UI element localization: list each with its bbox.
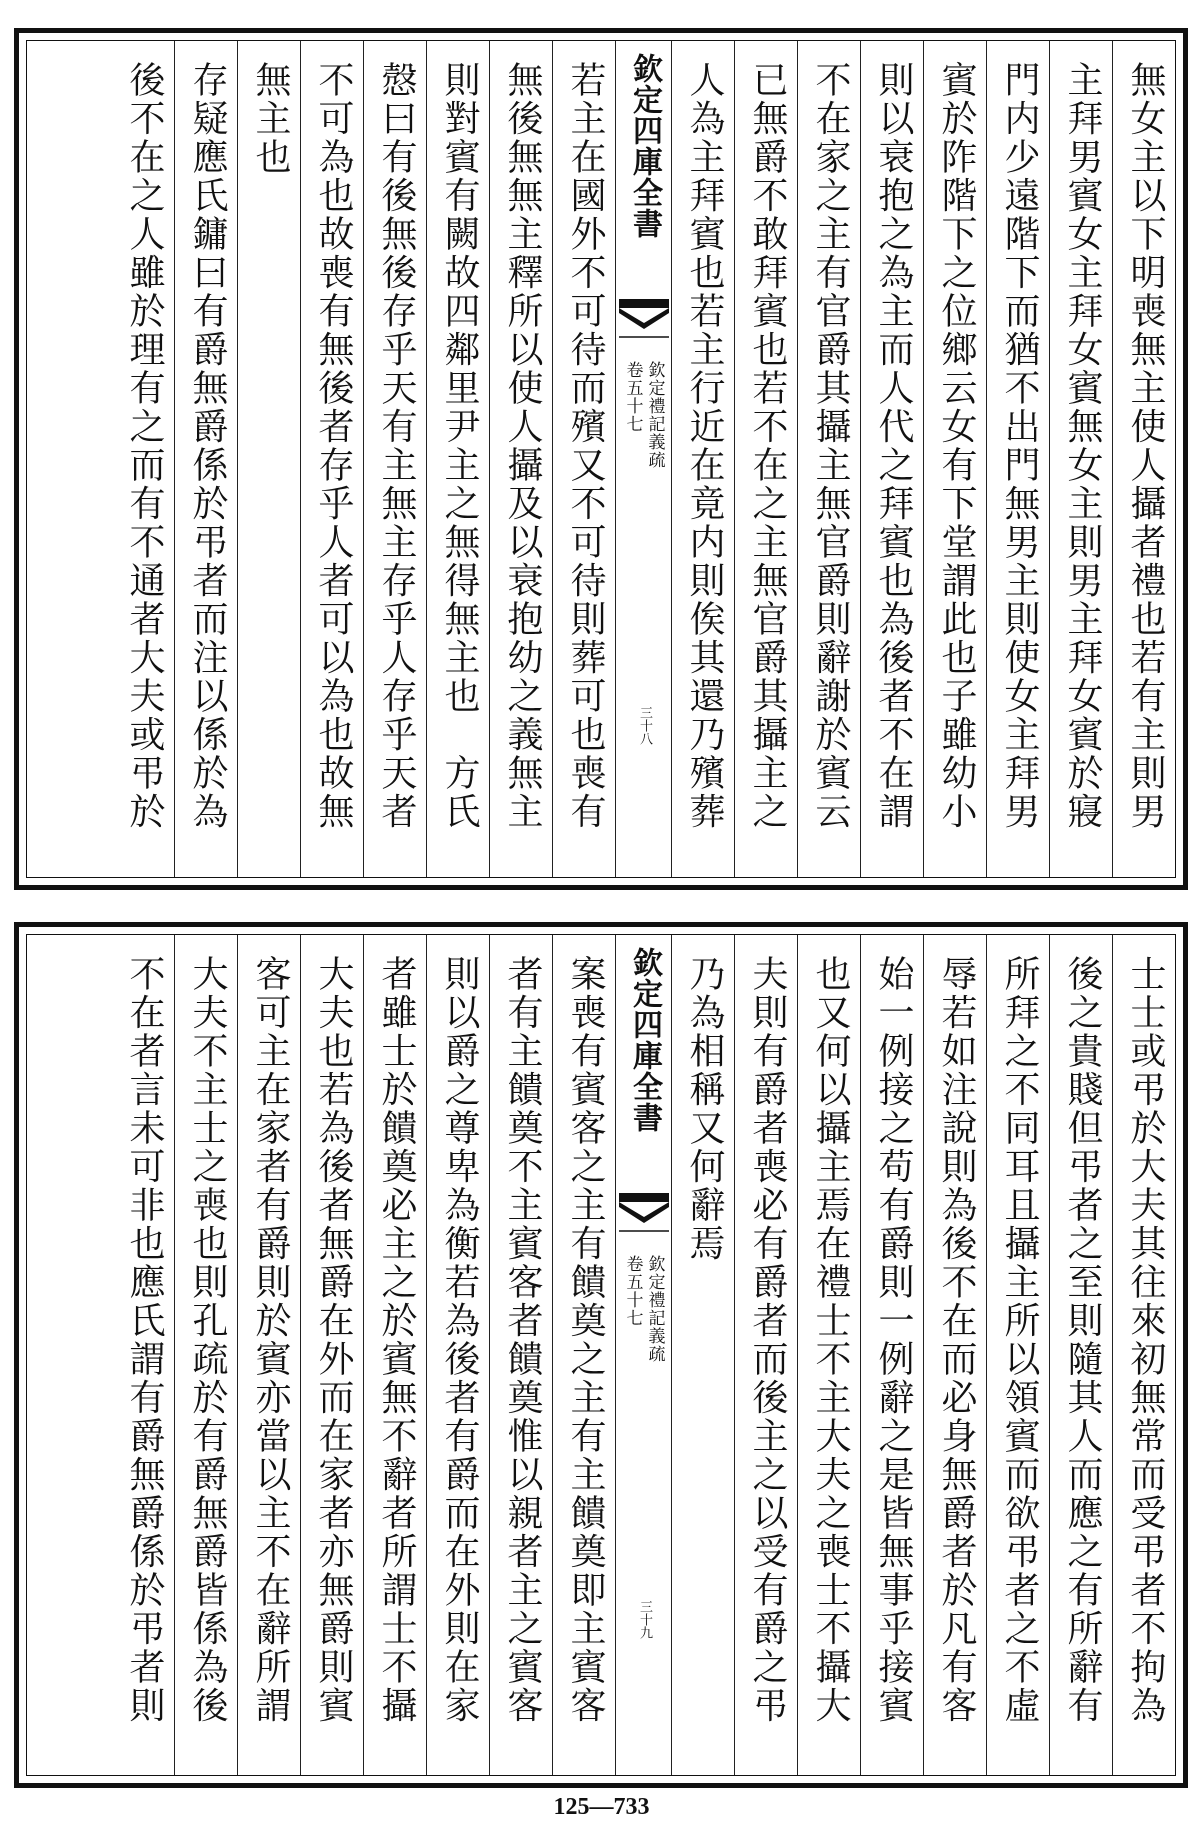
text-column: 後不在之人雖於理有之而有不通者大夫或弔於 — [124, 61, 165, 831]
text-column: 大夫不主士之喪也則孔疏於有爵無爵皆係為後 — [174, 935, 237, 1775]
text-column: 乃為相稱又何辭焉 — [671, 935, 734, 1775]
text-column: 賓於阼階下之位鄉云女有下堂謂此也子雖幼小 — [923, 41, 986, 877]
book-title: 欽定四庫全書 — [627, 53, 662, 239]
center-fold — [615, 41, 671, 877]
text-column: 大夫也若為後者無爵在外而在家者亦無爵則賓 — [300, 935, 363, 1775]
text-column: 存疑應氏鏞曰有爵無爵係於弔者而注以係於為 — [174, 41, 237, 877]
text-column: 案喪有賓客之主有饋奠之主有主饋奠即主賓客 — [552, 935, 615, 1775]
book-name: 欽定禮記義疏 — [644, 361, 665, 469]
text-column: 主拜男賓女主拜女賓無女主則男主拜女賓於寢 — [1049, 41, 1112, 877]
fish-tail-ornament-icon — [616, 299, 672, 339]
text-column: 無後無無主釋所以使人攝及以衰抱幼之義無主 — [489, 41, 552, 877]
volume-number: 卷五十七 — [622, 361, 643, 433]
text-column: 不在者言未可非也應氏謂有爵無爵係於弔者則 — [124, 955, 165, 1725]
text-column: 則以爵之尊卑為衡若為後者有爵而在外則在家 — [426, 935, 489, 1775]
folio-number: 三十八 — [637, 706, 652, 745]
text-column: 後之貴賤但弔者之至則隨其人而應之有所辭有 — [1049, 935, 1112, 1775]
book-subtitle — [616, 361, 671, 469]
volume-number: 卷五十七 — [622, 1255, 643, 1327]
text-column: 門内少遠階下而猶不出門無男主則使女主拜男 — [986, 41, 1049, 877]
bottom-page — [14, 922, 1188, 1788]
text-column: 始一例接之苟有爵則一例辭之是皆無事乎接賓 — [860, 935, 923, 1775]
folio-number: 三十九 — [637, 1600, 652, 1639]
text-column: 不在家之主有官爵其攝主無官爵則辭謝於賓云 — [797, 41, 860, 877]
book-name: 欽定禮記義疏 — [644, 1255, 665, 1363]
fish-tail-ornament-icon — [616, 1193, 672, 1233]
text-column: 也又何以攝主焉在禮士不主大夫之喪士不攝大 — [797, 935, 860, 1775]
text-column: 則對賓有闕故四鄰里尹主之無得無主也 方氏 — [426, 41, 489, 877]
text-column: 無女主以下明喪無主使人攝者禮也若有主則男 — [1112, 41, 1175, 877]
text-column: 無主也 — [237, 41, 300, 877]
text-column: 已無爵不敢拜賓也若不在之主無官爵其攝主之 — [734, 41, 797, 877]
text-column: 士士或弔於大夫其往來初無常而受弔者不拘為 — [1112, 935, 1175, 1775]
text-column: 若主在國外不可待而殯又不可待則葬可也喪有 — [552, 41, 615, 877]
book-title: 欽定四庫全書 — [627, 947, 662, 1133]
text-column: 客可主在家者有爵則於賓亦當以主不在辭所謂 — [237, 935, 300, 1775]
center-fold — [615, 935, 671, 1775]
top-page — [14, 28, 1188, 890]
text-column: 辱若如注說則為後不在而必身無爵者於凡有客 — [923, 935, 986, 1775]
text-column: 者有主饋奠不主賓客者饋奠惟以親者主之賓客 — [489, 935, 552, 1775]
text-column: 慤曰有後無後存乎天有主無主存乎人存乎天者 — [363, 41, 426, 877]
text-column: 者雖士於饋奠必主之於賓無不辭者所謂士不攝 — [363, 935, 426, 1775]
page-number: 125—733 — [553, 1794, 650, 1820]
text-column: 夫則有爵者喪必有爵者而後主之以受有爵之弔 — [734, 935, 797, 1775]
book-subtitle — [616, 1255, 671, 1363]
text-column: 則以衰抱之為主而人代之拜賓也為後者不在謂 — [860, 41, 923, 877]
text-column: 不可為也故喪有無後者存乎人者可以為也故無 — [300, 41, 363, 877]
text-column: 所拜之不同耳且攝主所以領賓而欲弔者之不虛 — [986, 935, 1049, 1775]
text-column: 人為主拜賓也若主行近在竟内則俟其還乃殯葬 — [671, 41, 734, 877]
